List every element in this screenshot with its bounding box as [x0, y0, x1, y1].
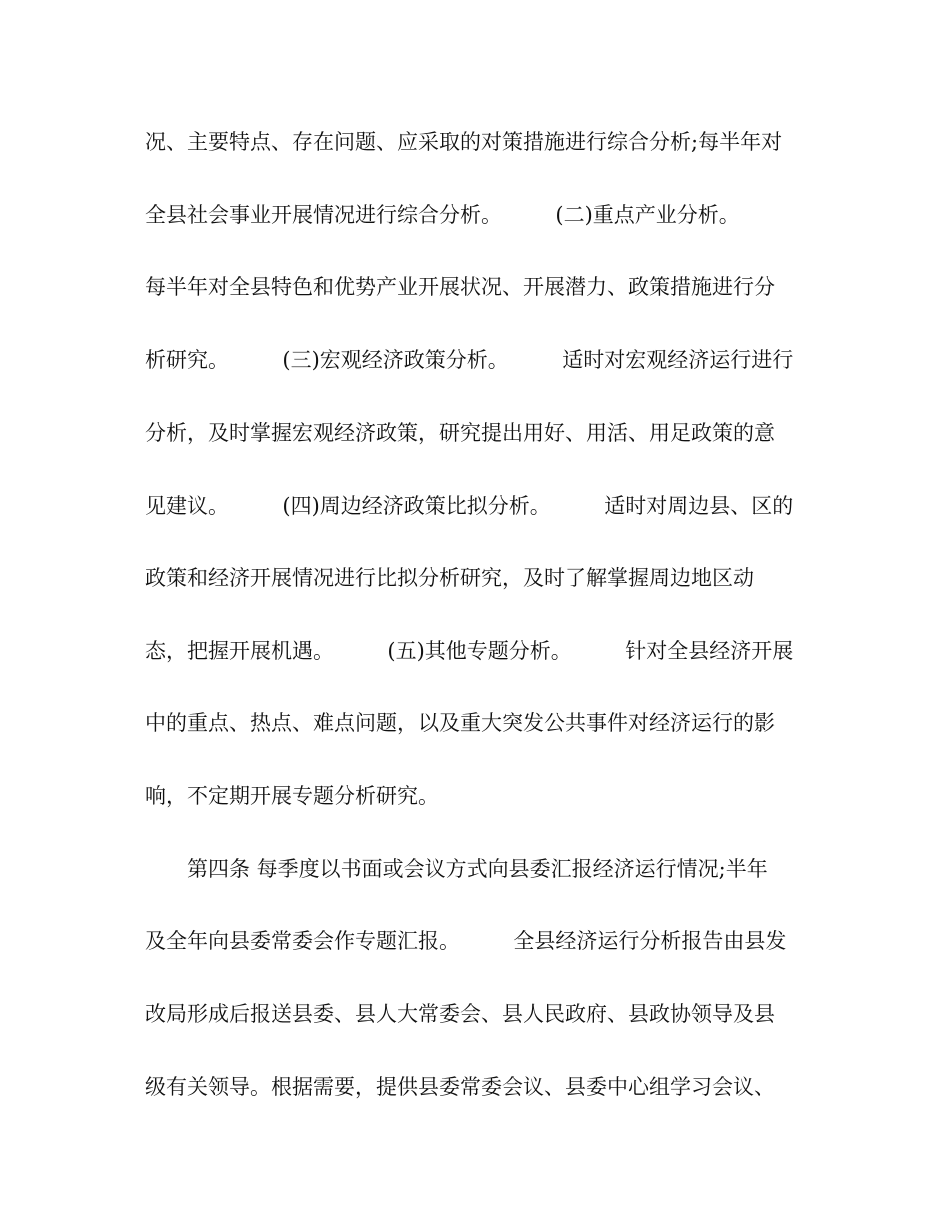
text-line-4: 析研究。 (三)宏观经济政策分析。 适时对宏观经济运行进行 [145, 348, 794, 372]
text-line-6: 见建议。 (四)周边经济政策比拟分析。 适时对周边县、区的 [145, 494, 794, 518]
text-line-10: 响，不定期开展专题分析研究。 [145, 784, 439, 808]
text-line-11-article-four: 第四条 每季度以书面或会议方式向县委汇报经济运行情况;半年 [187, 857, 768, 881]
text-line-14: 级有关领导。根据需要，提供县委常委会议、县委中心组学习会议、 [145, 1075, 775, 1099]
text-line-1: 况、主要特点、存在问题、应采取的对策措施进行综合分析;每半年对 [145, 130, 783, 154]
text-line-5: 分析，及时掌握宏观经济政策，研究提出用好、用活、用足政策的意 [145, 421, 775, 445]
text-line-3: 每半年对全县特色和优势产业开展状况、开展潜力、政策措施进行分 [145, 275, 775, 299]
text-line-9: 中的重点、热点、难点问题，以及重大突发公共事件对经济运行的影 [145, 711, 775, 735]
text-line-7: 政策和经济开展情况进行比拟分析研究，及时了解掌握周边地区动 [145, 566, 754, 590]
text-line-8: 态，把握开展机遇。 (五)其他专题分析。 针对全县经济开展 [145, 639, 794, 663]
text-line-2: 全县社会事业开展情况进行综合分析。 (二)重点产业分析。 [145, 203, 740, 227]
text-line-12: 及全年向县委常委会作专题汇报。 全县经济运行分析报告由县发 [145, 929, 787, 953]
text-line-13: 改局形成后报送县委、县人大常委会、县人民政府、县政协领导及县 [145, 1002, 775, 1026]
